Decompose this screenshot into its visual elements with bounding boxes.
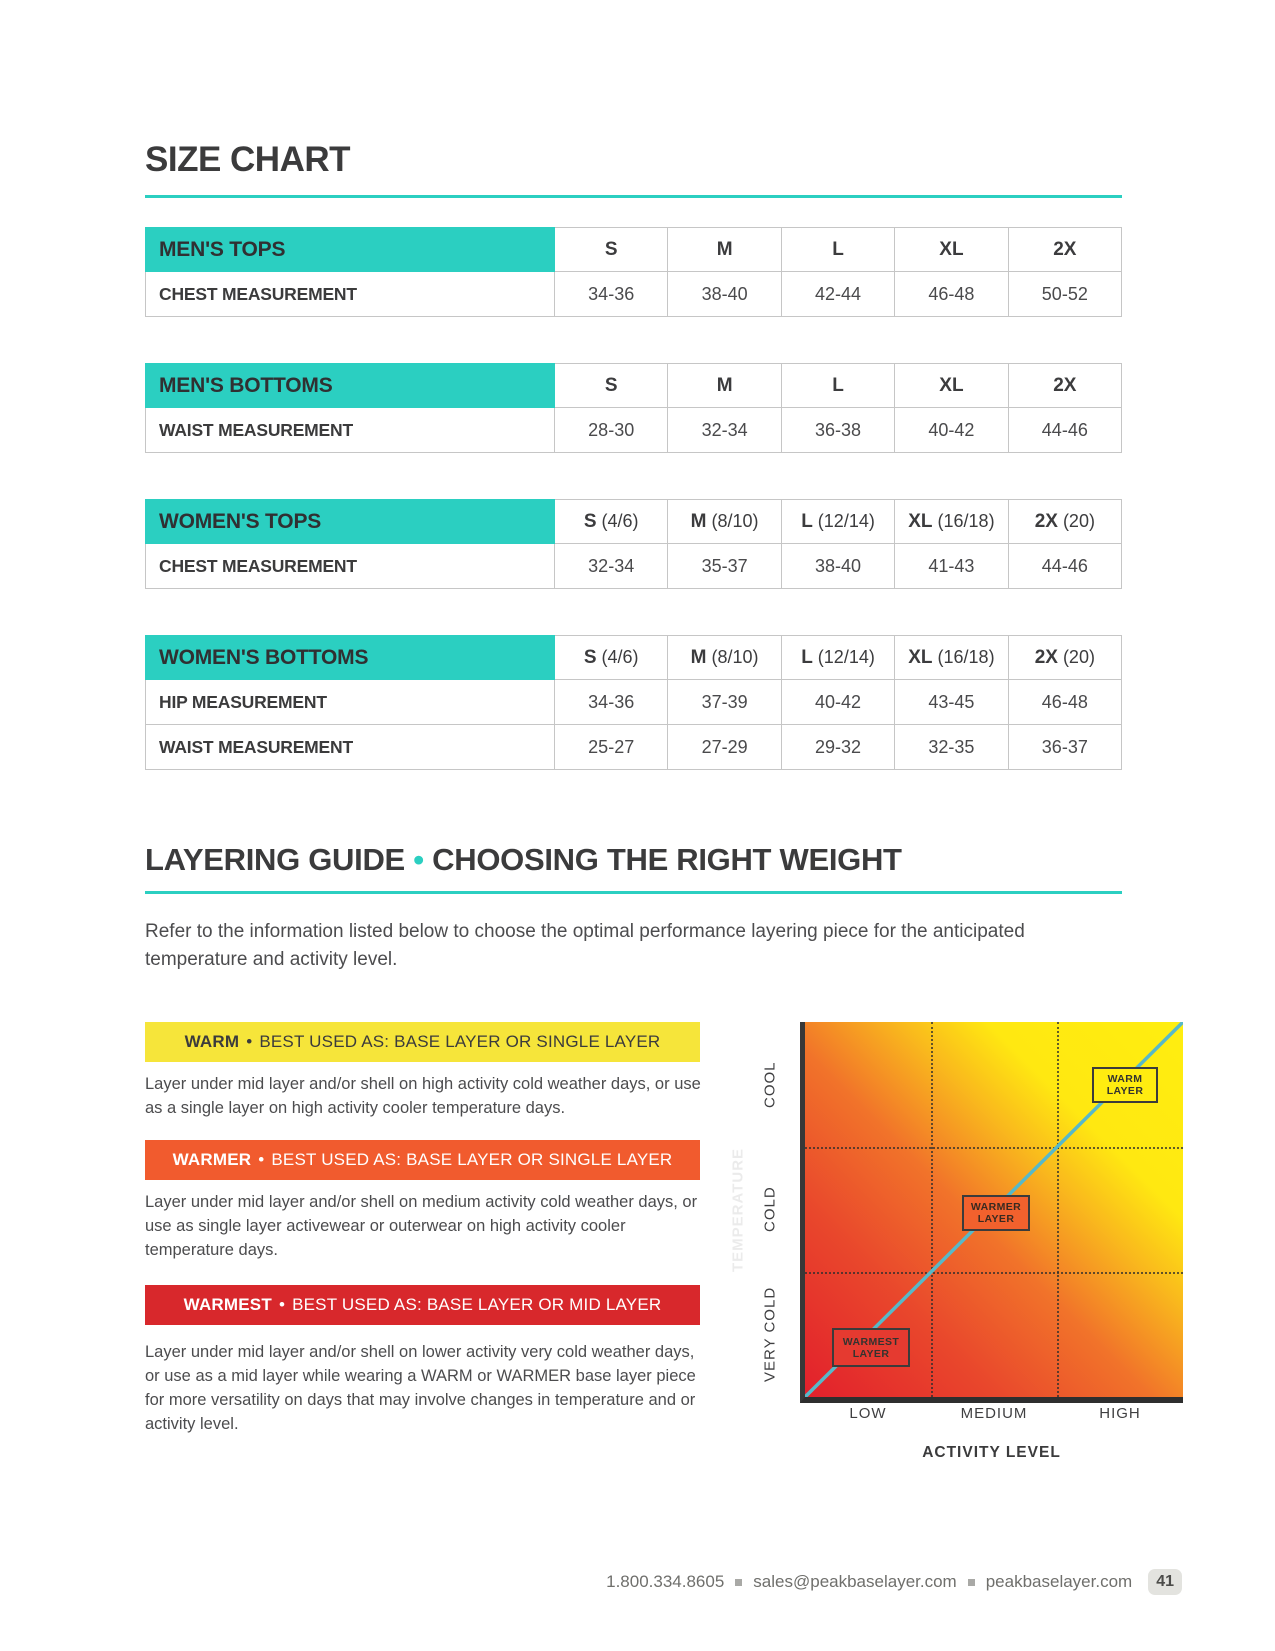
- warmer-banner: [145, 1140, 700, 1180]
- measurement-label: WAIST MEASUREMENT: [145, 408, 555, 453]
- size-col-header: [555, 363, 668, 408]
- chart-x-label: HIGH: [1099, 1405, 1141, 1422]
- measurement-label: HIP MEASUREMENT: [145, 680, 555, 725]
- chart-y-axis-title: TEMPERATURE: [729, 1147, 747, 1272]
- layer-name: WARM: [184, 1032, 240, 1051]
- size-letter: S: [604, 374, 618, 396]
- size-chart-title: SIZE CHART: [145, 140, 350, 179]
- size-letter: M: [716, 238, 733, 260]
- size-letter: XL: [939, 238, 964, 260]
- size-col-header: [1009, 363, 1122, 408]
- size-col-header: [782, 499, 895, 544]
- size-letter: 2X: [1034, 646, 1058, 668]
- size-letter: L: [832, 374, 844, 396]
- size-col-header: [895, 227, 1008, 272]
- size-col-header: [555, 635, 668, 680]
- layer-usage: BEST USED AS: BASE LAYER OR SINGLE LAYER: [271, 1150, 673, 1169]
- size-letter: XL: [908, 510, 933, 532]
- measurement-value: 38-40: [782, 544, 895, 589]
- size-col-header: [555, 499, 668, 544]
- table-header-label: WOMEN'S BOTTOMS: [145, 635, 555, 680]
- size-table: [145, 227, 1122, 317]
- footer-phone: 1.800.334.8605: [606, 1572, 725, 1591]
- size-detail: (16/18): [937, 647, 995, 667]
- size-letter: M: [690, 646, 707, 668]
- page-number-badge: 41: [1148, 1569, 1182, 1595]
- measurement-value: 28-30: [555, 408, 668, 453]
- table-header-label: WOMEN'S TOPS: [145, 499, 555, 544]
- size-letter: S: [583, 646, 597, 668]
- size-detail: (16/18): [937, 511, 995, 531]
- warmest-description: Layer under mid layer and/or shell on lower activity very cold weather days, or use as a mid layer while wearing a WARM or WARMER base layer piece for more versatility on days that may involve changes in temperature and or activity level.: [145, 1343, 696, 1433]
- size-col-header: [895, 635, 1008, 680]
- size-letter: M: [690, 510, 707, 532]
- measurement-value: 40-42: [895, 408, 1008, 453]
- footer-separator-icon: [968, 1579, 975, 1586]
- measurement-value: 35-37: [668, 544, 781, 589]
- size-letter: S: [604, 238, 618, 260]
- chart-x-axis-title: ACTIVITY LEVEL: [922, 1444, 1061, 1461]
- title-bullet-icon: •: [413, 842, 424, 877]
- footer-website: peakbaselayer.com: [985, 1572, 1133, 1591]
- size-letter: XL: [939, 374, 964, 396]
- warm-banner: [145, 1022, 700, 1062]
- page-footer: [606, 1569, 1182, 1595]
- layering-intro: Refer to the information listed below to choose the optimal performance layering piece for the anticipated temperature and activity level.: [145, 921, 1025, 970]
- size-col-header: [895, 499, 1008, 544]
- size-col-header: [782, 635, 895, 680]
- size-detail: (20): [1062, 647, 1095, 667]
- measurement-value: 32-34: [555, 544, 668, 589]
- title-rule: [145, 195, 1122, 198]
- layering-chart: [800, 1022, 1183, 1403]
- measurement-value: 32-34: [668, 408, 781, 453]
- size-detail: (12/14): [817, 511, 875, 531]
- size-letter: L: [832, 238, 844, 260]
- footer-separator-icon: [735, 1579, 742, 1586]
- size-col-header: [668, 635, 781, 680]
- banner-bullet-icon: •: [258, 1150, 265, 1169]
- measurement-value: 32-35: [895, 725, 1008, 770]
- size-letter: 2X: [1053, 238, 1077, 260]
- warmest-layer-box: WARMEST LAYER: [832, 1328, 910, 1367]
- size-col-header: [668, 499, 781, 544]
- table-row: [145, 680, 1122, 725]
- layer-name: WARMER: [172, 1150, 252, 1169]
- size-letter: XL: [908, 646, 933, 668]
- size-detail: (12/14): [817, 647, 875, 667]
- measurement-value: 44-46: [1009, 544, 1122, 589]
- table-header-label: MEN'S TOPS: [145, 227, 555, 272]
- banner-bullet-icon: •: [278, 1295, 286, 1314]
- measurement-value: 46-48: [895, 272, 1008, 317]
- size-col-header: [668, 363, 781, 408]
- size-col-header: [1009, 635, 1122, 680]
- measurement-value: 29-32: [782, 725, 895, 770]
- warm-description: Layer under mid layer and/or shell on high activity cold weather days, or use as a single layer on high activity cooler temperature days.: [145, 1075, 701, 1117]
- size-letter: S: [583, 510, 597, 532]
- size-detail: (4/6): [601, 647, 639, 667]
- layering-guide-title: [145, 842, 902, 878]
- size-detail: (8/10): [711, 647, 759, 667]
- measurement-value: 27-29: [668, 725, 781, 770]
- size-detail: (4/6): [601, 511, 639, 531]
- measurement-value: 44-46: [1009, 408, 1122, 453]
- measurement-value: 36-38: [782, 408, 895, 453]
- table-row: [145, 272, 1122, 317]
- size-letter: L: [801, 646, 813, 668]
- chart-y-label: VERY COLD: [761, 1286, 779, 1383]
- measurement-label: WAIST MEASUREMENT: [145, 725, 555, 770]
- layer-usage: BEST USED AS: BASE LAYER OR MID LAYER: [292, 1295, 662, 1314]
- table-header-label: MEN'S BOTTOMS: [145, 363, 555, 408]
- measurement-value: 43-45: [895, 680, 1008, 725]
- size-letter: 2X: [1053, 374, 1077, 396]
- chart-y-label: COLD: [761, 1186, 779, 1233]
- size-table: [145, 499, 1122, 589]
- warm-layer-box: WARM LAYER: [1092, 1067, 1158, 1103]
- size-detail: (20): [1062, 511, 1095, 531]
- measurement-value: 50-52: [1009, 272, 1122, 317]
- size-col-header: [1009, 227, 1122, 272]
- size-letter: 2X: [1034, 510, 1058, 532]
- chart-x-label: MEDIUM: [960, 1405, 1028, 1422]
- warmer-layer-box: WARMER LAYER: [962, 1195, 1030, 1231]
- size-col-header: [895, 363, 1008, 408]
- size-table: [145, 635, 1122, 770]
- footer-email: sales@peakbaselayer.com: [753, 1572, 957, 1591]
- layer-name: WARMEST: [183, 1295, 272, 1314]
- size-table: [145, 363, 1122, 453]
- measurement-value: 38-40: [668, 272, 781, 317]
- table-row: [145, 544, 1122, 589]
- size-col-header: [555, 227, 668, 272]
- size-col-header: [782, 363, 895, 408]
- measurement-value: 25-27: [555, 725, 668, 770]
- size-letter: L: [801, 510, 813, 532]
- chart-y-label: COOL: [761, 1061, 779, 1108]
- measurement-value: 46-48: [1009, 680, 1122, 725]
- measurement-value: 36-37: [1009, 725, 1122, 770]
- size-letter: M: [716, 374, 733, 396]
- measurement-label: CHEST MEASUREMENT: [145, 272, 555, 317]
- measurement-value: 41-43: [895, 544, 1008, 589]
- table-row: [145, 408, 1122, 453]
- size-col-header: [782, 227, 895, 272]
- table-row: [145, 725, 1122, 770]
- layering-guide-title-sub: CHOOSING THE RIGHT WEIGHT: [432, 842, 902, 877]
- measurement-value: 37-39: [668, 680, 781, 725]
- size-col-header: [668, 227, 781, 272]
- chart-x-label: LOW: [849, 1405, 887, 1422]
- layering-guide-title-main: LAYERING GUIDE: [145, 842, 405, 877]
- layer-usage: BEST USED AS: BASE LAYER OR SINGLE LAYER: [259, 1032, 661, 1051]
- warmest-banner: [145, 1285, 700, 1325]
- measurement-value: 40-42: [782, 680, 895, 725]
- measurement-value: 34-36: [555, 272, 668, 317]
- size-detail: (8/10): [711, 511, 759, 531]
- measurement-value: 42-44: [782, 272, 895, 317]
- layering-rule: [145, 891, 1122, 894]
- measurement-value: 34-36: [555, 680, 668, 725]
- warmer-description: Layer under mid layer and/or shell on medium activity cold weather days, or use as single layer activewear or outerwear on high activity cooler temperature days.: [145, 1193, 698, 1259]
- size-col-header: [1009, 499, 1122, 544]
- banner-bullet-icon: •: [246, 1032, 253, 1051]
- measurement-label: CHEST MEASUREMENT: [145, 544, 555, 589]
